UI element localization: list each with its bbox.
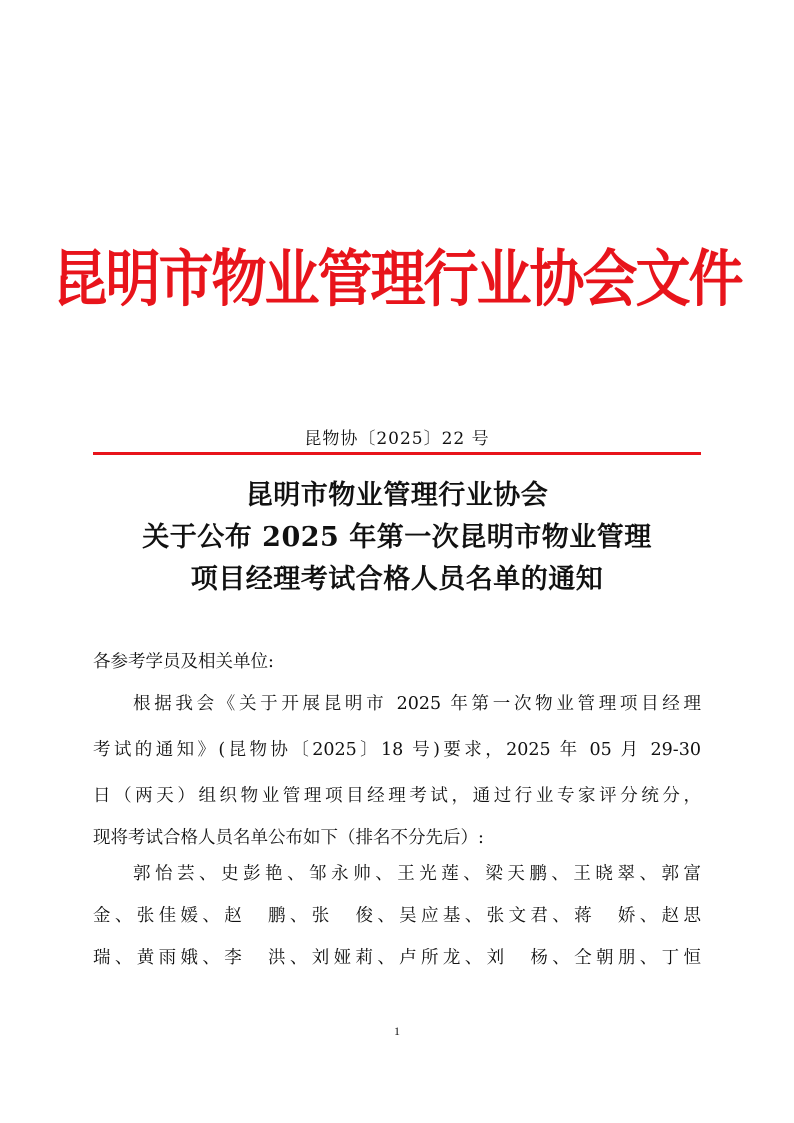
notice-title-line-1: 昆明市物业管理行业协会 [245,480,549,511]
notice-title-line-2: 关于公布 2025 年第一次昆明市物业管理 [142,522,652,553]
names-line: 郭怡芸、史彭艳、邹永帅、王光莲、梁天鹏、王晓翠、郭富 [133,864,701,884]
names-line: 瑞、黄雨娥、李 洪、刘娅莉、卢所龙、刘 杨、仝朝朋、丁恒 [93,948,701,968]
salutation: 各参考学员及相关单位: [93,652,274,672]
paragraph-line: 现将考试合格人员名单公布如下（排名不分先后）: [93,828,484,848]
red-divider-line [93,452,701,455]
names-line: 金、张佳媛、赵 鹏、张 俊、吴应基、张文君、蒋 娇、赵思 [93,906,701,926]
paragraph-line: 根据我会《关于开展昆明市 2025 年第一次物业管理项目经理 [133,694,701,714]
page-number: 1 [394,1024,400,1038]
notice-title-line-3: 项目经理考试合格人员名单的通知 [190,564,604,595]
masthead-title: 昆明市物业管理行业协会文件 [52,241,742,314]
paragraph-line: 日（两天）组织物业管理项目经理考试，通过行业专家评分统分， [93,786,701,806]
paragraph-line: 考试的通知》(昆物协〔2025〕18 号)要求，2025 年 05 月 29-30 [93,740,701,760]
document-number: 昆物协〔2025〕22 号 [304,429,490,449]
